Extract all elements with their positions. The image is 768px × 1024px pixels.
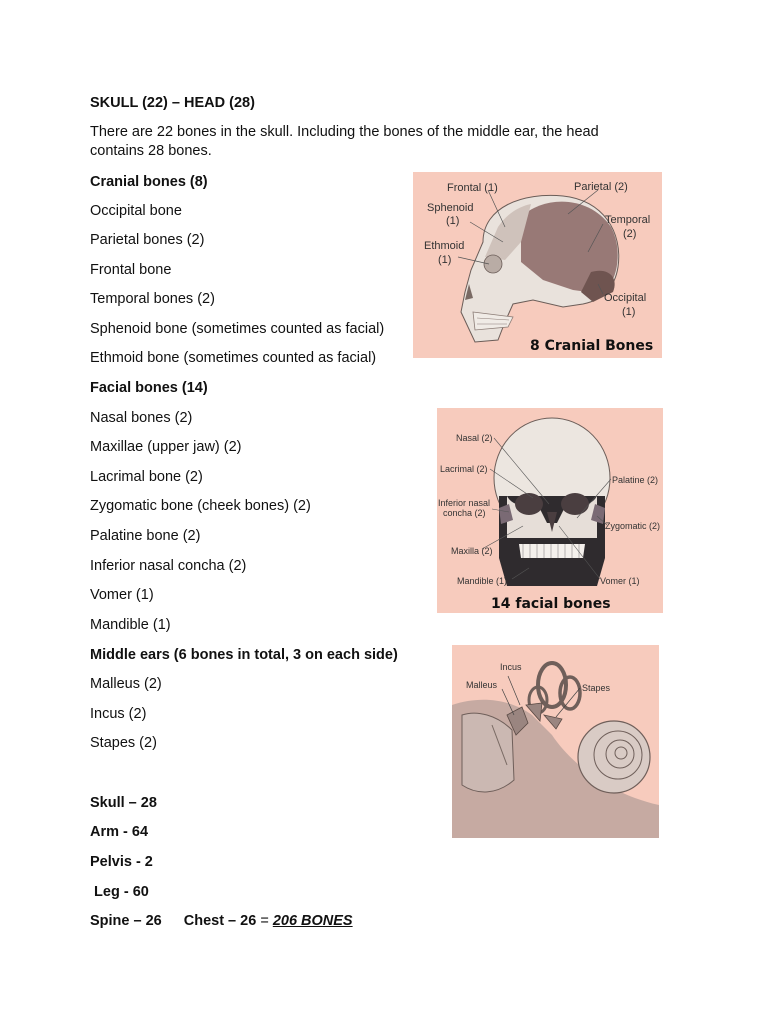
skull-side-illustration (413, 172, 662, 358)
total-chest: Chest – 26 (183, 913, 257, 929)
label-inferior-nasal-concha: concha (2) (443, 508, 486, 518)
label-temporal-count: (2) (623, 228, 637, 240)
cranial-item: Parietal bones (2) (90, 232, 205, 248)
cranial-item: Frontal bone (90, 262, 172, 278)
cranial-item: Sphenoid bone (sometimes counted as facial) (90, 321, 385, 337)
cranial-heading: Cranial bones (8) (90, 174, 208, 190)
label-palatine: Palatine (2) (612, 475, 659, 485)
facial-item: Mandible (1) (90, 617, 171, 633)
middle-ear-illustration (452, 645, 659, 838)
cranial-item: Occipital bone (90, 203, 182, 219)
facial-item: Zygomatic bone (cheek bones) (2) (90, 498, 311, 514)
label-occipital-count: (1) (622, 306, 636, 318)
total-leg: Leg - 60 (90, 884, 149, 900)
facial-item: Inferior nasal concha (2) (90, 558, 247, 574)
facial-item: Lacrimal bone (2) (90, 469, 203, 485)
facial-item: Maxillae (upper jaw) (2) (90, 439, 242, 455)
label-occipital: Occipital (604, 292, 647, 304)
label-ethmoid-count: (1) (438, 254, 452, 266)
total-spine: Spine – 26 (90, 913, 162, 929)
cranial-bones-figure (413, 172, 662, 358)
label-stapes: Stapes (582, 683, 611, 693)
label-sphenoid-count: (1) (446, 215, 460, 227)
equals-sign: = (260, 913, 269, 929)
label-temporal: Temporal (605, 214, 651, 226)
middle-ear-item: Incus (2) (90, 706, 147, 722)
label-ethmoid: Ethmoid (424, 240, 465, 252)
label-mandible: Mandible (1) (457, 576, 508, 586)
label-nasal: Nasal (2) (456, 433, 493, 443)
label-vomer: Vomer (1) (600, 576, 640, 586)
middle-ear-item: Stapes (2) (90, 735, 157, 751)
cranial-item: Temporal bones (2) (90, 291, 215, 307)
label-inferior-nasal: Inferior nasal (438, 498, 491, 508)
total-arm: Arm - 64 (90, 824, 149, 840)
facial-figure-caption: 14 facial bones (491, 596, 611, 612)
label-malleus: Malleus (466, 680, 498, 690)
facial-item: Palatine bone (2) (90, 528, 201, 544)
facial-heading: Facial bones (14) (90, 380, 208, 396)
label-frontal: Frontal (1) (447, 182, 498, 194)
skull-front-illustration (437, 408, 663, 613)
intro-paragraph: There are 22 bones in the skull. Including the bones of the middle ear, the head contains 28 bones. (90, 124, 599, 159)
stapes-bone (544, 715, 562, 729)
label-lacrimal: Lacrimal (2) (440, 464, 488, 474)
cranial-item: Ethmoid bone (sometimes counted as facial) (90, 350, 377, 366)
middle-ear-item: Malleus (2) (90, 676, 162, 692)
label-maxilla: Maxilla (2) (451, 546, 493, 556)
facial-bones-figure (437, 408, 663, 613)
cranial-figure-caption: 8 Cranial Bones (530, 338, 654, 354)
middle-ear-heading: Middle ears (6 bones in total, 3 on each side) (90, 647, 398, 663)
facial-item: Vomer (1) (90, 587, 154, 603)
label-zygomatic: Zygomatic (2) (605, 521, 661, 531)
label-sphenoid: Sphenoid (427, 202, 474, 214)
grand-total: 206 BONES (272, 913, 353, 929)
label-incus: Incus (500, 662, 522, 672)
label-parietal: Parietal (2) (574, 181, 628, 193)
total-skull: Skull – 28 (90, 795, 157, 811)
middle-ear-figure (452, 645, 659, 838)
total-pelvis: Pelvis - 2 (90, 854, 153, 870)
page-heading: SKULL (22) – HEAD (28) (90, 95, 255, 111)
facial-item: Nasal bones (2) (90, 410, 193, 426)
total-line (90, 912, 353, 930)
